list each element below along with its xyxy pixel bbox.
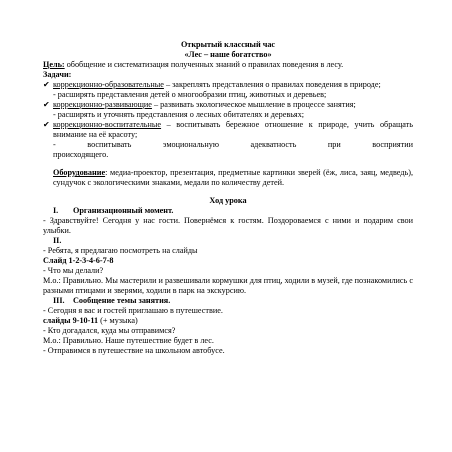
slide-label: слайды 9-10-11 (+ музыка): [43, 316, 138, 325]
task-head: коррекционно-образовательные: [53, 80, 164, 89]
check-icon: ✔: [43, 80, 50, 89]
paragraph: - Что мы делали?: [43, 266, 104, 275]
goal-paragraph: [43, 60, 413, 70]
document-page: [43, 40, 413, 356]
task-item: - расширять и уточнять представления о лесных обитателях и деревьях;: [53, 110, 305, 119]
task-item: - расширять представления детей о многообразии птиц, животных и деревьев;: [53, 90, 327, 99]
task-word: при: [327, 140, 341, 149]
doc-title-2: «Лес – наше богатство»: [184, 50, 272, 59]
task-word: эмоциональную: [162, 140, 219, 149]
task-text: – закреплять представления о правилах поведения в природе;: [163, 80, 381, 89]
tasks-label: Задачи:: [43, 70, 72, 79]
task-head: коррекционно-развивающие: [53, 100, 152, 109]
section-heading: I. Организационный момент.: [53, 206, 174, 215]
section-heading: III. Сообщение темы занятия.: [53, 296, 171, 305]
paragraph: М.о.: Правильно. Мы мастерили и развешивали кормушки для птиц, ходили в музей, где познакомились с разными птицами и зверями, ходили в парк на экскурсию.: [43, 276, 413, 295]
task-word: восприятии: [372, 140, 413, 149]
check-icon: ✔: [43, 100, 50, 109]
paragraph: - Здравствуйте! Сегодня у нас гости. Повернёмся к гостям. Поздороваемся с ними и подарим свои улыбки.: [43, 216, 413, 235]
task-head: коррекционно-воспитательные: [53, 120, 162, 129]
goal-text: обобщение и систематизация полученных знаний о правилах поведения в лесу.: [64, 60, 344, 69]
equipment-paragraph: [43, 168, 413, 188]
paragraph: - Сегодня я вас и гостей приглашаю в путешествие.: [43, 306, 223, 315]
check-icon: ✔: [43, 120, 50, 129]
task-word: -: [53, 140, 56, 149]
task-text: – воспитывать бережное отношение к природе, учить обращать внимание на её красоту;: [53, 120, 413, 139]
section-title: Организационный момент.: [73, 206, 174, 215]
task-text: – развивать экологическое мышление в процессе занятия;: [151, 100, 356, 109]
lesson-title: Ход урока: [209, 196, 247, 205]
task-item-end: происходящего.: [53, 150, 109, 159]
paragraph: - Отправимся в путешествие на школьном автобусе.: [43, 346, 225, 355]
task-item: [43, 120, 413, 140]
equipment-text: : медиа-проектор, презентация, предметные картинки зверей (ёж, лиса, заяц, медведь), сундучок с экологическими знаками, медали по количеству детей.: [53, 168, 413, 187]
paragraph: - Кто догадался, куда мы отправимся?: [43, 326, 176, 335]
section-title: Сообщение темы занятия.: [73, 296, 171, 305]
doc-title-1: Открытый классный час: [180, 40, 276, 49]
task-item-last: [43, 140, 413, 150]
slide-label: Слайд 1-2-3-4-6-7-8: [43, 256, 114, 265]
paragraph: - Ребята, я предлагаю посмотреть на слайды: [43, 246, 198, 255]
task-word: адекватность: [250, 140, 297, 149]
task-word: воспитывать: [87, 140, 132, 149]
paragraph: М.о.: Правильно. Наше путешествие будет в лес.: [43, 336, 214, 345]
task-item: [43, 80, 413, 90]
section-heading: II.: [53, 236, 62, 245]
task-item: [43, 100, 413, 110]
goal-label: Цель:: [43, 60, 65, 69]
equipment-label: Оборудование: [53, 168, 106, 177]
